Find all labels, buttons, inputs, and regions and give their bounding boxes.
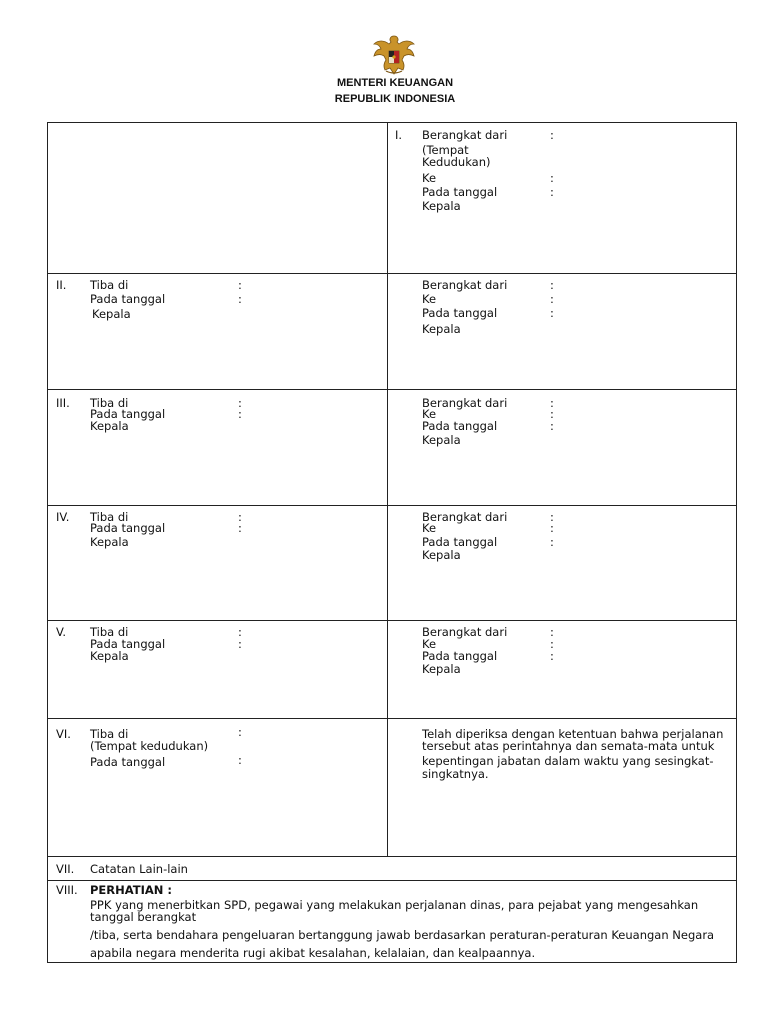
- pada-tanggal-label: Pada tanggal: [90, 755, 166, 769]
- section-numeral: VII.: [56, 862, 75, 876]
- verification-note-line: Telah diperiksa dengan ketentuan bahwa perjalanan: [422, 727, 724, 741]
- colon: :: [238, 637, 242, 651]
- colon: :: [550, 306, 554, 320]
- kepala-label: Kepala: [90, 535, 129, 549]
- perhatian-text-line: /tiba, serta bendahara pengeluaran bertanggung jawab berdasarkan peraturan-peraturan Keuangan Negara: [90, 928, 715, 942]
- kepala-label: Kepala: [422, 662, 461, 676]
- pada-tanggal-label: Pada tanggal: [422, 306, 498, 320]
- section-i-numeral: I.: [395, 128, 403, 142]
- tiba-di-label: Tiba di: [90, 278, 129, 292]
- section-numeral: II.: [56, 278, 67, 292]
- garuda-emblem-icon: [370, 30, 418, 78]
- colon: :: [550, 278, 554, 292]
- colon: :: [550, 396, 554, 410]
- colon: :: [238, 725, 242, 739]
- kedudukan-label: Kedudukan): [422, 155, 491, 169]
- colon: :: [238, 292, 242, 306]
- colon: :: [550, 185, 554, 199]
- colon: :: [238, 753, 242, 767]
- colon: :: [238, 396, 242, 410]
- section-numeral: VIII.: [56, 883, 78, 897]
- perhatian-title: PERHATIAN :: [90, 883, 173, 897]
- header-subtitle: REPUBLIK INDONESIA: [334, 93, 456, 105]
- kepala-label: Kepala: [90, 419, 129, 433]
- ke-label: Ke: [422, 637, 437, 651]
- section-numeral: VI.: [56, 727, 71, 741]
- ke-label: Ke: [422, 521, 437, 535]
- colon: :: [238, 521, 242, 535]
- ke-label: Ke: [422, 292, 437, 306]
- ke-label: Ke: [422, 171, 437, 185]
- tiba-di-label: Tiba di: [90, 727, 129, 741]
- colon: :: [550, 292, 554, 306]
- colon: :: [550, 649, 554, 663]
- perhatian-text-line: PPK yang menerbitkan SPD, pegawai yang melakukan perjalanan dinas, para pejabat yang mengesahkan: [90, 898, 699, 912]
- pada-tanggal-label: Pada tanggal: [422, 419, 498, 433]
- colon: :: [550, 510, 554, 524]
- kepala-label: Kepala: [422, 548, 461, 562]
- colon: :: [550, 625, 554, 639]
- colon: :: [550, 521, 554, 535]
- colon: :: [550, 128, 554, 142]
- pada-tanggal-label: Pada tanggal: [422, 185, 498, 199]
- colon: :: [238, 510, 242, 524]
- section-numeral: III.: [56, 396, 70, 410]
- pada-tanggal-label: Pada tanggal: [90, 407, 166, 421]
- pada-tanggal-label: Pada tanggal: [422, 649, 498, 663]
- header-title: MENTERI KEUANGAN: [336, 77, 454, 89]
- colon: :: [550, 171, 554, 185]
- tiba-di-label: Tiba di: [90, 625, 129, 639]
- colon: :: [238, 407, 242, 421]
- verification-note-line: kepentingan jabatan dalam waktu yang sesingkat-: [422, 754, 714, 768]
- pada-tanggal-label: Pada tanggal: [422, 535, 498, 549]
- berangkat-dari-label: Berangkat dari: [422, 396, 508, 410]
- berangkat-dari-label: Berangkat dari: [422, 510, 508, 524]
- kepala-label: Kepala: [422, 199, 461, 213]
- colon: :: [238, 625, 242, 639]
- kepala-label: Kepala: [422, 322, 461, 336]
- berangkat-dari-label: Berangkat dari: [422, 128, 508, 142]
- pada-tanggal-label: Pada tanggal: [90, 521, 166, 535]
- verification-note-line: tersebut atas perintahnya dan semata-mata untuk: [422, 739, 715, 753]
- colon: :: [550, 535, 554, 549]
- colon: :: [550, 419, 554, 433]
- kepala-label: Kepala: [422, 433, 461, 447]
- colon: :: [550, 407, 554, 421]
- colon: :: [238, 278, 242, 292]
- tiba-di-label: Tiba di: [90, 396, 129, 410]
- pada-tanggal-label: Pada tanggal: [90, 637, 166, 651]
- section-numeral: IV.: [56, 510, 70, 524]
- tempat-kedudukan-label: (Tempat kedudukan): [90, 739, 209, 753]
- tiba-di-label: Tiba di: [90, 510, 129, 524]
- pada-tanggal-label: Pada tanggal: [90, 292, 166, 306]
- berangkat-dari-label: Berangkat dari: [422, 278, 508, 292]
- kepala-label: Kepala: [90, 649, 129, 663]
- ke-label: Ke: [422, 407, 437, 421]
- colon: :: [550, 637, 554, 651]
- perhatian-text-line: apabila negara menderita rugi akibat kesalahan, kelalaian, dan kealpaannya.: [90, 946, 536, 960]
- section-numeral: V.: [56, 625, 67, 639]
- tempat-label: (Tempat: [422, 143, 469, 157]
- verification-note-line: singkatnya.: [422, 767, 489, 781]
- perhatian-text-line: tanggal berangkat: [90, 910, 197, 924]
- catatan-label: Catatan Lain-lain: [90, 862, 188, 876]
- berangkat-dari-label: Berangkat dari: [422, 625, 508, 639]
- kepala-label: Kepala: [92, 307, 131, 321]
